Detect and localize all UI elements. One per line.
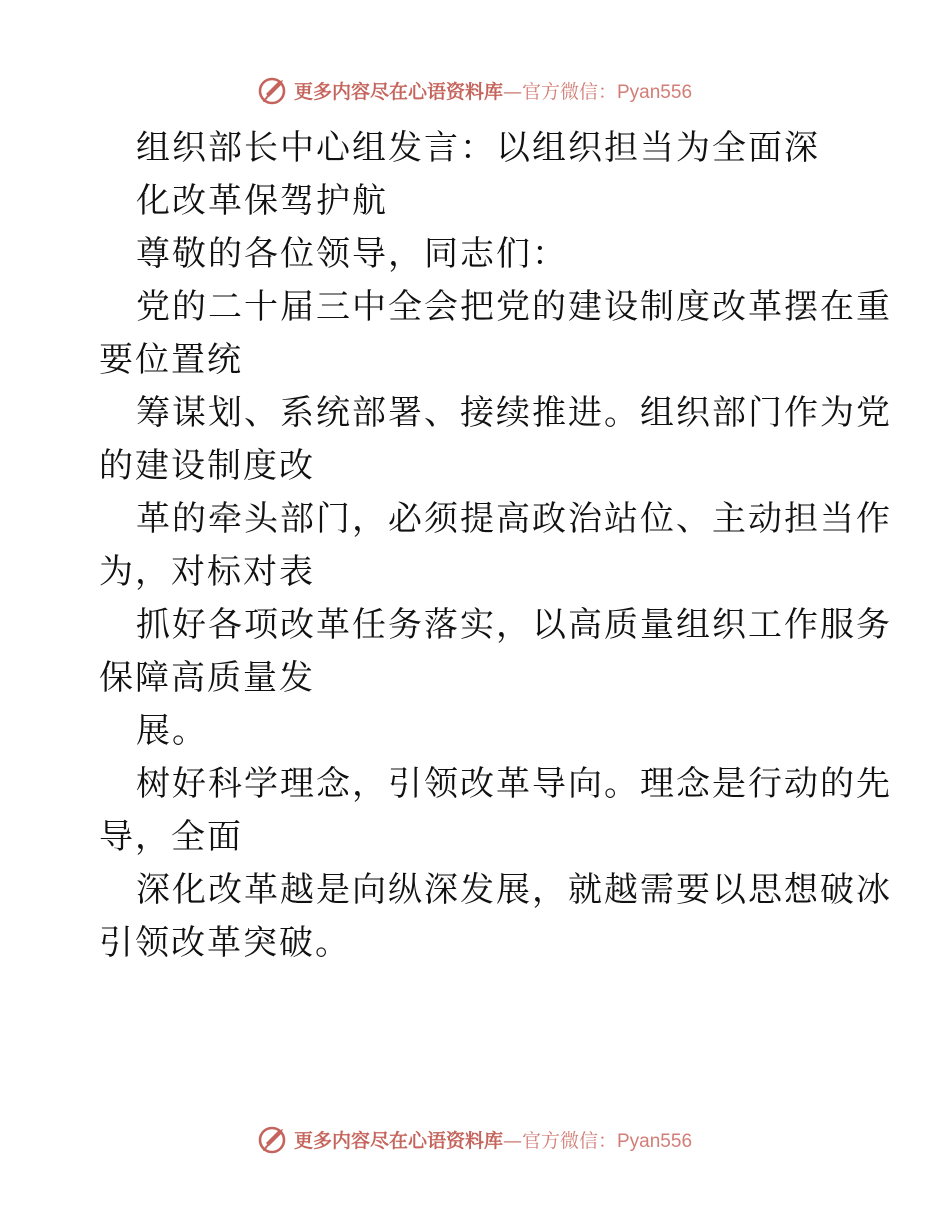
- header-banner-text: [294, 77, 692, 104]
- footer-separator: —: [503, 1129, 522, 1152]
- document-line: 引领改革突破。: [99, 923, 351, 963]
- header-brand: 更多内容尽在心语资料库: [293, 80, 503, 103]
- pen-logo-icon: [258, 74, 290, 106]
- footer-banner: [0, 1119, 950, 1159]
- header-separator: —: [503, 80, 522, 103]
- document-line: 化改革保驾护航: [136, 181, 388, 221]
- document-line: 树好科学理念，引领改革导向。理念是行动的先: [136, 764, 892, 804]
- document-line: 展。: [136, 711, 208, 751]
- document-line: 保障高质量发: [99, 658, 315, 698]
- header-banner: [0, 70, 950, 110]
- document-line: 筹谋划、系统部署、接续推进。组织部门作为党: [136, 393, 892, 433]
- document-body: [99, 122, 892, 970]
- pen-logo-icon: [258, 1123, 290, 1155]
- document-line: 导，全面: [99, 817, 243, 857]
- document-line: 的建设制度改: [99, 446, 315, 486]
- document-line: 组织部长中心组发言：以组织担当为全面深: [136, 128, 820, 168]
- document-line: 革的牵头部门，必须提高政治站位、主动担当作: [136, 499, 892, 539]
- document-line: 抓好各项改革任务落实，以高质量组织工作服务: [136, 605, 892, 645]
- document-line: 为，对标对表: [99, 552, 315, 592]
- footer-wechat: 官方微信：Pyan556: [522, 1130, 693, 1152]
- document-line: 党的二十届三中全会把党的建设制度改革摆在重: [136, 287, 892, 327]
- footer-banner-text: [294, 1126, 692, 1153]
- header-wechat: 官方微信：Pyan556: [522, 81, 693, 103]
- document-line: 要位置统: [99, 340, 243, 380]
- document-line: 深化改革越是向纵深发展，就越需要以思想破冰: [136, 870, 892, 910]
- document-line: 尊敬的各位领导，同志们：: [136, 234, 568, 274]
- footer-brand: 更多内容尽在心语资料库: [293, 1129, 503, 1152]
